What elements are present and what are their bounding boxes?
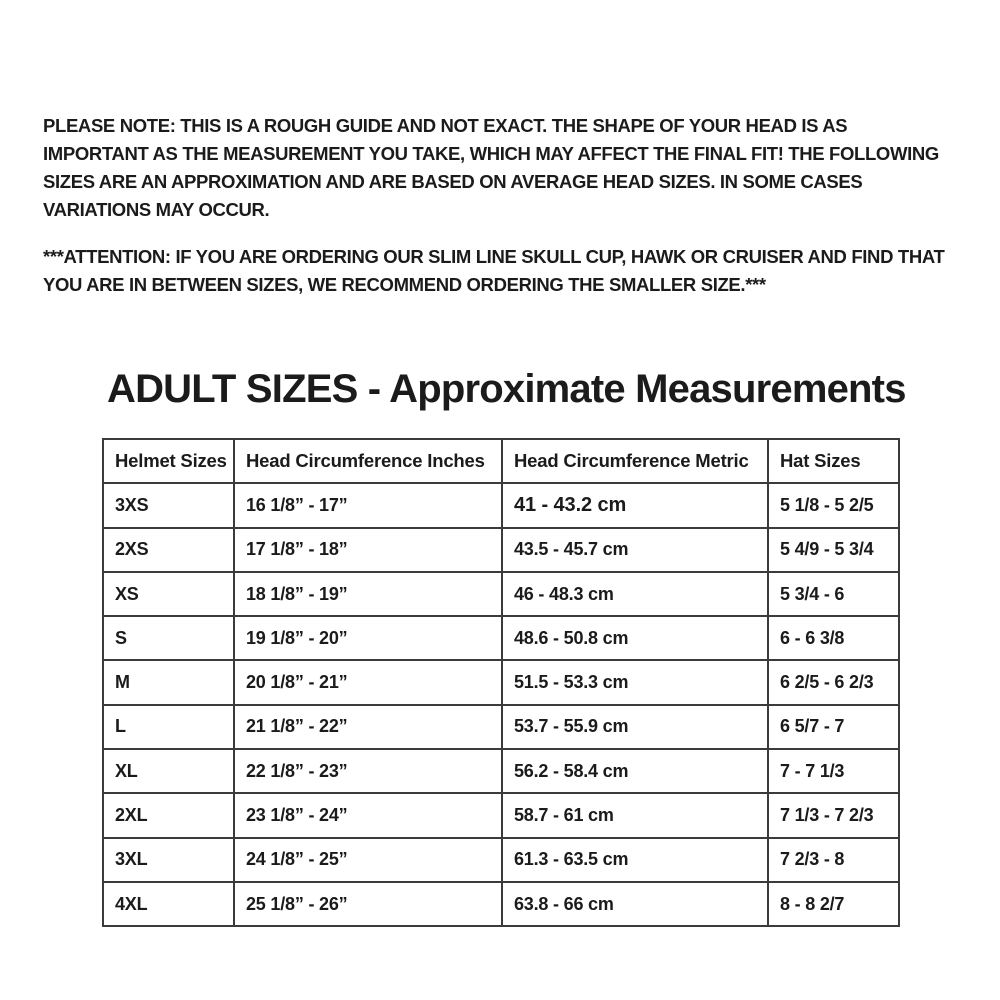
cell-helmet-size: 3XS (103, 483, 234, 527)
cell-helmet-size: 3XL (103, 838, 234, 882)
cell-helmet-size: S (103, 616, 234, 660)
table-row (103, 660, 899, 704)
table-row (103, 793, 899, 837)
cell-helmet-size: 2XL (103, 793, 234, 837)
cell-hat-size: 6 2/5 - 6 2/3 (768, 660, 899, 704)
cell-hat-size: 5 4/9 - 5 3/4 (768, 528, 899, 572)
cell-helmet-size: L (103, 705, 234, 749)
cell-hat-size: 8 - 8 2/7 (768, 882, 899, 926)
cell-inches: 23 1/8” - 24” (234, 793, 502, 837)
cell-metric: 46 - 48.3 cm (502, 572, 768, 616)
cell-inches: 25 1/8” - 26” (234, 882, 502, 926)
cell-metric: 63.8 - 66 cm (502, 882, 768, 926)
table-row (103, 572, 899, 616)
cell-inches: 18 1/8” - 19” (234, 572, 502, 616)
please-note-paragraph: PLEASE NOTE: THIS IS A ROUGH GUIDE AND NOT EXACT. THE SHAPE OF YOUR HEAD IS AS IMPORTANT AS THE MEASUREMENT YOU TAKE, WHICH MAY AFFECT THE FINAL FIT! THE FOLLOWING SIZES ARE AN APPROXIMATION AND ARE BASED ON AVERAGE HEAD SIZES. IN SOME CASES VARIATIONS MAY OCCUR. (43, 115, 939, 220)
cell-helmet-size: XL (103, 749, 234, 793)
cell-inches: 17 1/8” - 18” (234, 528, 502, 572)
cell-hat-size: 5 1/8 - 5 2/5 (768, 483, 899, 527)
cell-metric: 43.5 - 45.7 cm (502, 528, 768, 572)
table-row (103, 882, 899, 926)
table-header-row (103, 439, 899, 483)
cell-inches: 16 1/8” - 17” (234, 483, 502, 527)
table-row (103, 705, 899, 749)
cell-helmet-size: 2XS (103, 528, 234, 572)
table-row (103, 616, 899, 660)
cell-metric: 58.7 - 61 cm (502, 793, 768, 837)
table-row (103, 749, 899, 793)
cell-metric: 53.7 - 55.9 cm (502, 705, 768, 749)
cell-hat-size: 6 5/7 - 7 (768, 705, 899, 749)
cell-hat-size: 7 - 7 1/3 (768, 749, 899, 793)
cell-hat-size: 7 1/3 - 7 2/3 (768, 793, 899, 837)
cell-metric: 61.3 - 63.5 cm (502, 838, 768, 882)
cell-helmet-size: 4XL (103, 882, 234, 926)
cell-helmet-size: M (103, 660, 234, 704)
cell-helmet-size: XS (103, 572, 234, 616)
column-header-circumference-inches: Head Circumference Inches (234, 439, 502, 483)
table-row (103, 483, 899, 527)
cell-inches: 21 1/8” - 22” (234, 705, 502, 749)
cell-inches: 19 1/8” - 20” (234, 616, 502, 660)
page-title: ADULT SIZES - Approximate Measurements (107, 367, 906, 411)
column-header-circumference-metric: Head Circumference Metric (502, 439, 768, 483)
cell-metric: 51.5 - 53.3 cm (502, 660, 768, 704)
adult-sizes-table (102, 438, 900, 927)
cell-hat-size: 5 3/4 - 6 (768, 572, 899, 616)
cell-inches: 24 1/8” - 25” (234, 838, 502, 882)
cell-metric: 41 - 43.2 cm (502, 483, 768, 527)
cell-inches: 20 1/8” - 21” (234, 660, 502, 704)
attention-paragraph: ***ATTENTION: IF YOU ARE ORDERING OUR SLIM LINE SKULL CUP, HAWK OR CRUISER AND FIND THAT YOU ARE IN BETWEEN SIZES, WE RECOMMEND ORDERING THE SMALLER SIZE.*** (43, 246, 945, 295)
column-header-helmet-sizes: Helmet Sizes (103, 439, 234, 483)
cell-metric: 48.6 - 50.8 cm (502, 616, 768, 660)
table-row (103, 528, 899, 572)
column-header-hat-sizes: Hat Sizes (768, 439, 899, 483)
cell-metric: 56.2 - 58.4 cm (502, 749, 768, 793)
cell-hat-size: 7 2/3 - 8 (768, 838, 899, 882)
cell-inches: 22 1/8” - 23” (234, 749, 502, 793)
table-row (103, 838, 899, 882)
cell-hat-size: 6 - 6 3/8 (768, 616, 899, 660)
